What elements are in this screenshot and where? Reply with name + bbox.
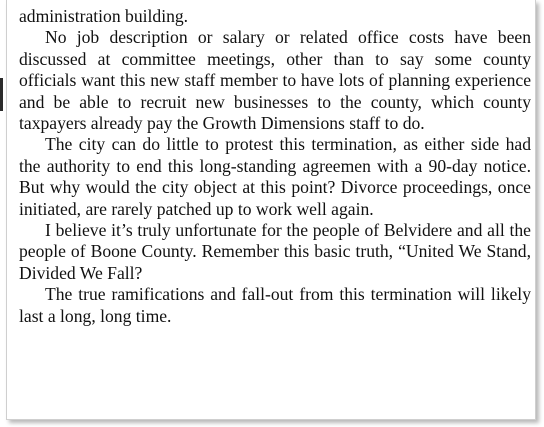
paragraph-ramifications: The true ramifications and fall-out from this termination will likely last a long, long time.: [19, 284, 531, 326]
paragraph-belief: I believe it’s truly unfortunate for the people of Belvidere and all the people of Boone County. Remember this basic truth, “United We Stand, Divided We Fall?: [19, 220, 531, 283]
left-edge-marker: [0, 78, 3, 111]
paragraph-job-description: No job description or salary or related office costs have been discussed at committee meetings, other than to say some county officials want this new staff member to have lots of planning experience and be able to recruit new businesses to the county, which county taxpayers already pay the Growth Dimensions staff to do.: [19, 27, 531, 134]
clipping-frame: [6, 0, 536, 420]
article-text: [19, 6, 531, 327]
paragraph-continuation: administration building.: [19, 6, 189, 26]
paragraph-city-termination: The city can do little to protest this termination, as either side had the authority to end this long-standing agreemen with a 90-day notice. But why would the city object at this point? Divorce proceedings, once initiated, are rarely patched up to work well again.: [19, 134, 531, 219]
